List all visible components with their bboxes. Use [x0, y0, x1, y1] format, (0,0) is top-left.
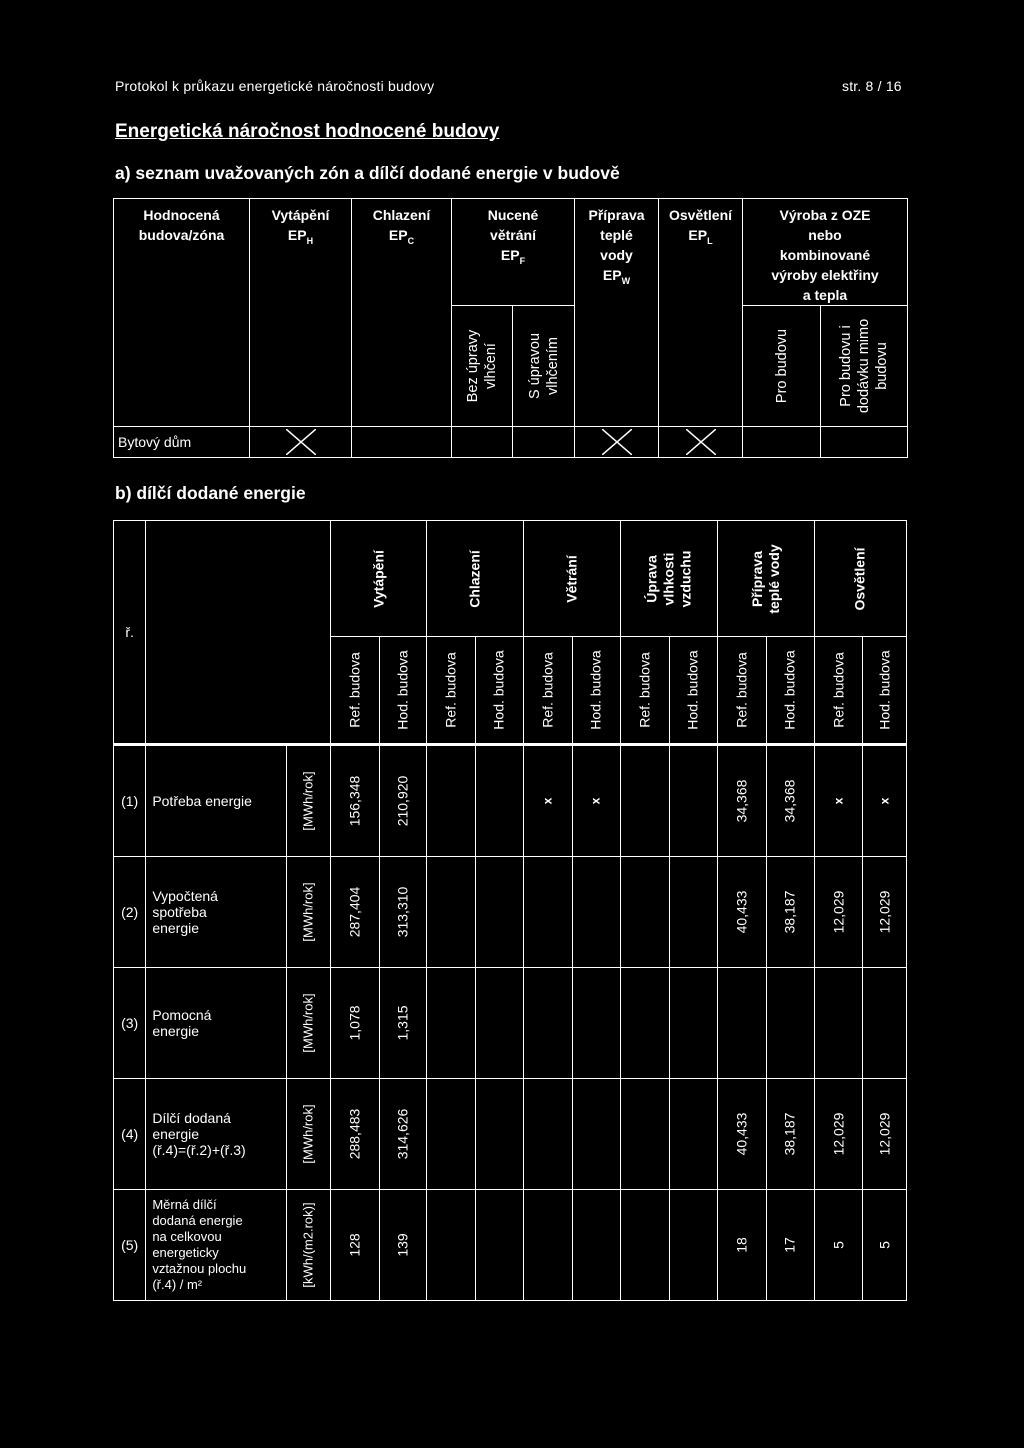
cat-hot-water: Příprava teplé vody [718, 521, 815, 637]
value-cell: 40,433 [718, 1079, 766, 1190]
unit-cell: [MWh/rok] [286, 745, 330, 857]
eval-building-header: Hod. budova [572, 637, 620, 745]
col-heating: Vytápění $EP_H$ [250, 199, 352, 427]
section-b-heading: b) dílčí dodané energie [115, 483, 306, 503]
row-label: Měrná dílčí dodaná energie na celkovou energeticky vztažnou plochu (ř.4) / m² [146, 1190, 286, 1301]
value-cell [524, 857, 572, 968]
value-cell: 156,348 [331, 745, 379, 857]
value-cell: 5 [863, 1190, 907, 1301]
zones-table [113, 198, 908, 458]
row-number: (5) [114, 1190, 146, 1301]
row-label: Vypočtená spotřeba energie [146, 857, 286, 968]
value-cell [475, 857, 523, 968]
value-cell [524, 968, 572, 1079]
value-cell: 12,029 [863, 857, 907, 968]
value-cell: 313,310 [379, 857, 426, 968]
zone-cell [575, 427, 659, 458]
col-hot-water: Příprava teplé vody $EP_W$ [575, 199, 659, 427]
table-row [114, 857, 907, 968]
zone-cell [821, 427, 908, 458]
col-building: Hodnocená budova/zóna [114, 199, 250, 427]
unit-cell: [MWh/rok] [286, 1079, 330, 1190]
eval-building-header: Hod. budova [669, 637, 717, 745]
unit-cell: [kWh/(m2.rok)] [286, 1190, 330, 1301]
cross-mark-icon [286, 429, 316, 455]
value-cell [669, 968, 717, 1079]
col-oze: Výroba z OZE nebo kombinované výroby elektřiny a tepla [743, 199, 908, 306]
value-cell: 287,404 [331, 857, 379, 968]
table-row [114, 745, 907, 857]
value-cell: 38,187 [766, 857, 814, 968]
col-oze-export: Pro budovu i dodávku mimo budovu [821, 306, 908, 427]
ref-building-header: Ref. budova [331, 637, 379, 745]
value-cell: 139 [379, 1190, 426, 1301]
unit-cell: [MWh/rok] [286, 857, 330, 968]
col-vent-no-humid: Bez úpravy vlhčení [452, 306, 513, 427]
value-cell [669, 1190, 717, 1301]
eval-building-header: Hod. budova [475, 637, 523, 745]
ref-building-header: Ref. budova [524, 637, 572, 745]
value-cell [427, 857, 475, 968]
value-cell: 12,029 [814, 857, 862, 968]
value-cell: 5 [814, 1190, 862, 1301]
row-label: Dílčí dodaná energie (ř.4)=(ř.2)+(ř.3) [146, 1079, 286, 1190]
row-number: (4) [114, 1079, 146, 1190]
value-cell [718, 968, 766, 1079]
value-cell: 38,187 [766, 1079, 814, 1190]
cat-cooling: Chlazení [427, 521, 524, 637]
cat-humidity: Úprava vlhkosti vzduchu [621, 521, 718, 637]
value-cell: 1,315 [379, 968, 426, 1079]
value-cell [524, 1079, 572, 1190]
value-cell [572, 1079, 620, 1190]
zone-cell [659, 427, 743, 458]
cat-heating: Vytápění [331, 521, 427, 637]
value-cell [475, 745, 523, 857]
row-number-header: ř. [114, 521, 146, 745]
partial-energy-table [113, 520, 907, 1301]
value-cell: 17 [766, 1190, 814, 1301]
value-cell [621, 857, 669, 968]
table-row [114, 968, 907, 1079]
value-cell [427, 1190, 475, 1301]
value-cell: x [524, 745, 572, 857]
table-row [114, 1079, 907, 1190]
value-cell: 314,626 [379, 1079, 426, 1190]
value-cell [475, 968, 523, 1079]
value-cell [475, 1079, 523, 1190]
eval-building-header: Hod. budova [863, 637, 907, 745]
col-oze-building: Pro budovu [743, 306, 821, 427]
value-cell [427, 968, 475, 1079]
ref-building-header: Ref. budova [427, 637, 475, 745]
col-lighting: Osvětlení $EP_L$ [659, 199, 743, 427]
value-cell [766, 968, 814, 1079]
row-number: (2) [114, 857, 146, 968]
zone-cell [513, 427, 575, 458]
col-vent-humid: S úpravou vlhčením [513, 306, 575, 427]
value-cell [621, 1190, 669, 1301]
ref-building-header: Ref. budova [718, 637, 766, 745]
value-cell: 34,368 [766, 745, 814, 857]
col-ventilation: Nucené větrání $EP_F$ [452, 199, 575, 306]
value-cell [621, 1079, 669, 1190]
table-row [114, 1190, 907, 1301]
value-cell [427, 1079, 475, 1190]
zone-cell [250, 427, 352, 458]
value-cell [863, 968, 907, 1079]
value-cell: 34,368 [718, 745, 766, 857]
cross-mark-icon [602, 429, 632, 455]
value-cell: 18 [718, 1190, 766, 1301]
zone-cell [452, 427, 513, 458]
row-number: (3) [114, 968, 146, 1079]
cross-mark-icon [686, 429, 716, 455]
value-cell [572, 968, 620, 1079]
value-cell: x [572, 745, 620, 857]
value-cell: x [863, 745, 907, 857]
row-number: (1) [114, 745, 146, 857]
cat-lighting: Osvětlení [814, 521, 906, 637]
page-number: str. 8 / 16 [842, 78, 902, 94]
value-cell: 12,029 [814, 1079, 862, 1190]
value-cell [621, 968, 669, 1079]
zone-label: Bytový dům [114, 427, 250, 458]
value-cell: 1,078 [331, 968, 379, 1079]
section-a-heading: a) seznam uvažovaných zón a dílčí dodané energie v budově [115, 163, 620, 183]
document-header-left: Protokol k průkazu energetické náročnosti budovy [115, 78, 435, 94]
zone-cell [352, 427, 452, 458]
page-title: Energetická náročnost hodnocené budovy [115, 121, 500, 142]
row-label: Pomocná energie [146, 968, 286, 1079]
value-cell [814, 968, 862, 1079]
value-cell: 210,920 [379, 745, 426, 857]
value-cell: 288,483 [331, 1079, 379, 1190]
eval-building-header: Hod. budova [379, 637, 426, 745]
value-cell [669, 1079, 717, 1190]
value-cell: 40,433 [718, 857, 766, 968]
value-cell: 128 [331, 1190, 379, 1301]
value-cell [427, 745, 475, 857]
value-cell [669, 857, 717, 968]
value-cell [524, 1190, 572, 1301]
value-cell [475, 1190, 523, 1301]
unit-cell: [MWh/rok] [286, 968, 330, 1079]
zone-cell [743, 427, 821, 458]
value-cell [669, 745, 717, 857]
cat-ventilation: Větrání [524, 521, 621, 637]
value-cell: x [814, 745, 862, 857]
value-cell [572, 857, 620, 968]
ref-building-header: Ref. budova [621, 637, 669, 745]
row-label: Potřeba energie [146, 745, 286, 857]
col-cooling: Chlazení $EP_C$ [352, 199, 452, 427]
eval-building-header: Hod. budova [766, 637, 814, 745]
value-cell [621, 745, 669, 857]
ref-building-header: Ref. budova [814, 637, 862, 745]
value-cell: 12,029 [863, 1079, 907, 1190]
value-cell [572, 1190, 620, 1301]
label-header [146, 521, 331, 745]
